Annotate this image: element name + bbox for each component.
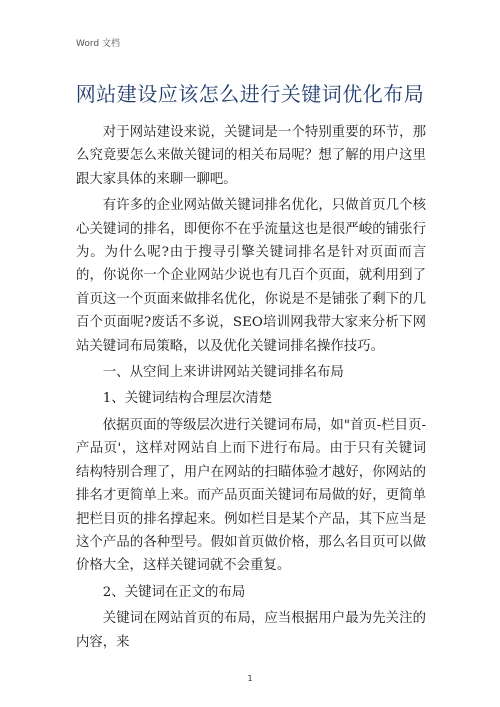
document-title: 网站建设应该怎么进行关键词优化布局 <box>75 82 425 106</box>
subsection-heading-1: 1、关键词结构合理层次清楚 <box>102 391 273 407</box>
header-label: Word 文档 <box>76 39 120 49</box>
section-heading-1: 一、从空间上来讲讲网站关键词排名布局 <box>102 365 344 381</box>
subsection-heading-2: 2、关键词在正文的布局 <box>102 584 246 600</box>
document-body <box>76 121 426 657</box>
paragraph-structure: 依据页面的等级层次进行关键词布局，如"首页-栏目页-产品页'，这样对网站自上而下进行布局。由于只有关键词结构特别合理了，用户在网站的扫瞄体验才越好，你网站的排名才更简单上来。而产品页面关键词布局做的好，更简单把栏目页的排名撑起来。例如栏目是某个产品，其下应当是这个产品的各种型号。假如首页做价格，那么名目页可以做价格大全，这样关键词就不会重复。 <box>76 417 426 574</box>
paragraph-intro: 对于网站建设来说，关键词是一个特别重要的环节，那么究竟要怎么来做关键词的相关布局呢？想了解的用户这里跟大家具体的来聊一聊吧。 <box>76 125 426 187</box>
page-number: 1 <box>247 674 253 683</box>
paragraph-analysis: 有许多的企业网站做关键词排名优化，只做首页几个核心关键词的排名，即便你不在乎流量这也是很严峻的铺张行为。为什么呢?由于搜寻引擎关键词排名是针对页面而言的，你说你一个企业网站少说也有几百个页面，就利用到了首页这一个页面来做排名优化，你说是不是铺张了剩下的几百个页面呢?废话不多说，SEO培训网我带大家来分析下网站关键词布局策略，以及优化关键词排名操作技巧。 <box>76 198 426 354</box>
paragraph-body-layout: 关键词在网站首页的布局，应当根据用户最为先关注的内容，来 <box>76 611 426 650</box>
